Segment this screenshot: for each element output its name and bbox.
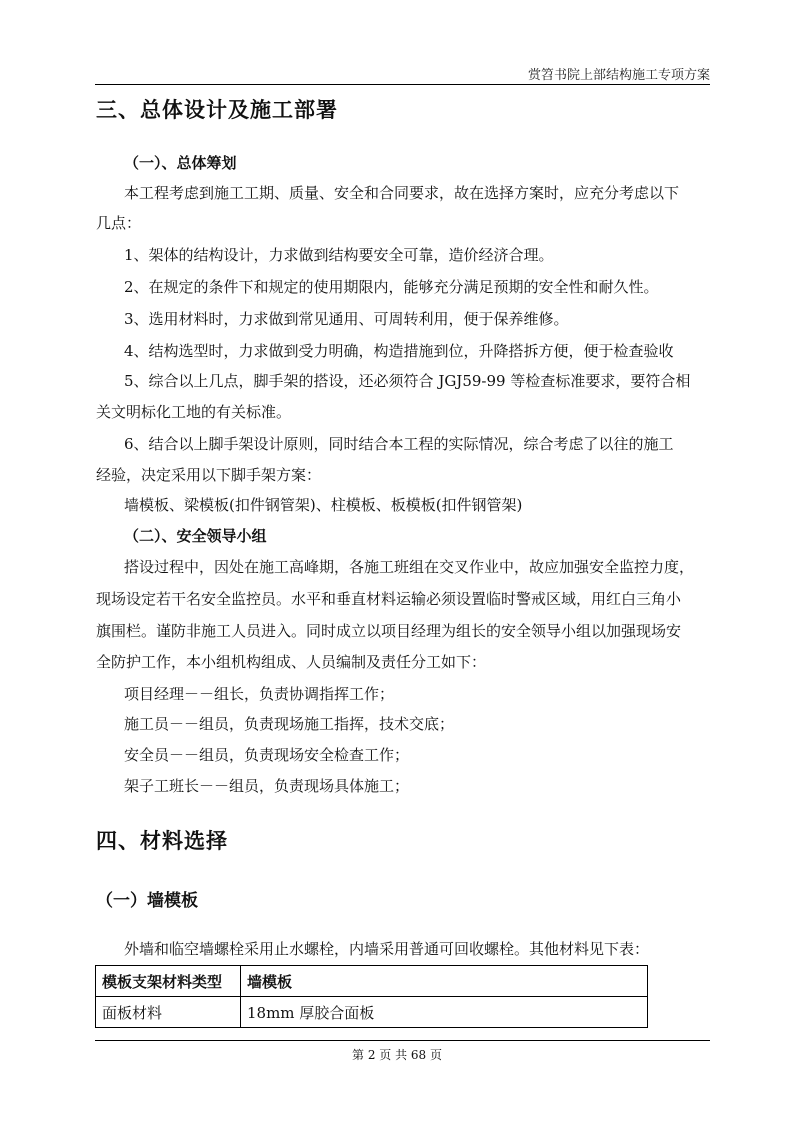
- section-3-1-title: （一）、总体筹划: [124, 154, 237, 172]
- table-header-cell: 墙模板: [241, 966, 648, 997]
- header-divider: [95, 84, 710, 85]
- materials-table: [95, 965, 648, 1028]
- scheme-line: 墙模板、梁模板(扣件钢管架)、柱模板、板模板(扣件钢管架): [124, 496, 523, 514]
- page-number: 第 2 页 共 68 页: [352, 1048, 442, 1062]
- section-4-title: 四、材料选择: [96, 829, 228, 853]
- paragraph-line: 全防护工作，本小组机构组成、人员编制及责任分工如下：: [96, 653, 487, 671]
- table-header-row: [96, 966, 648, 997]
- paragraph-line: 关文明标化工地的有关标准。: [96, 403, 292, 421]
- paragraph-line: 旗围栏。谨防非施工人员进入。同时成立以项目经理为组长的安全领导小组以加强现场安: [96, 622, 682, 640]
- table-cell: 18mm 厚胶合面板: [241, 997, 648, 1028]
- list-item: 2、在规定的条件下和规定的使用期限内，能够充分满足预期的安全性和耐久性。: [124, 278, 659, 296]
- header-title: 赏笤书院上部结构施工专项方案: [527, 68, 710, 83]
- list-item: 5、综合以上几点，脚手架的搭设，还必须符合 JGJ59-99 等检查标准要求，要符合相: [124, 372, 691, 390]
- list-item: 3、选用材料时，力求做到常见通用、可周转利用，便于保养维修。: [124, 310, 569, 328]
- paragraph-line: 几点：: [96, 214, 142, 232]
- list-item: 6、结合以上脚手架设计原则，同时结合本工程的实际情况，综合考虑了以往的施工: [124, 435, 674, 453]
- section-3-2-title: （二）、安全领导小组: [124, 527, 267, 545]
- paragraph-line: 现场设定若干名安全监控员。水平和垂直材料运输必须设置临时警戒区域，用红白三角小: [96, 590, 682, 608]
- section-4-1-title: （一）墙模板: [96, 891, 198, 911]
- paragraph-line: 本工程考虑到施工工期、质量、安全和合同要求，故在选择方案时，应充分考虑以下: [124, 184, 680, 202]
- table-header-cell: 模板支架材料类型: [96, 966, 241, 997]
- paragraph-line: 外墙和临空墙螺栓采用止水螺栓，内墙采用普通可回收螺栓。其他材料见下表：: [124, 940, 650, 958]
- role-item: 安全员－－组员，负责现场安全检查工作；: [124, 746, 410, 764]
- list-item: 1、架体的结构设计，力求做到结构要安全可靠，造价经济合理。: [124, 246, 554, 264]
- list-item: 4、结构选型时，力求做到受力明确，构造措施到位，升降搭拆方便，便于检查验收: [124, 342, 674, 360]
- paragraph-line: 搭设过程中，因处在施工高峰期，各施工班组在交叉作业中，故应加强安全监控力度，: [124, 558, 695, 576]
- role-item: 项目经理－－组长，负责协调指挥工作；: [124, 685, 395, 703]
- role-item: 架子工班长－－组员，负责现场具体施工；: [124, 777, 410, 795]
- paragraph-line: 经验，决定采用以下脚手架方案：: [96, 466, 322, 484]
- table-cell: 面板材料: [96, 997, 241, 1028]
- table-row: [96, 997, 648, 1028]
- footer-divider: [95, 1040, 710, 1041]
- section-3-title: 三、总体设计及施工部署: [96, 98, 338, 122]
- role-item: 施工员－－组员，负责现场施工指挥，技术交底；: [124, 715, 455, 733]
